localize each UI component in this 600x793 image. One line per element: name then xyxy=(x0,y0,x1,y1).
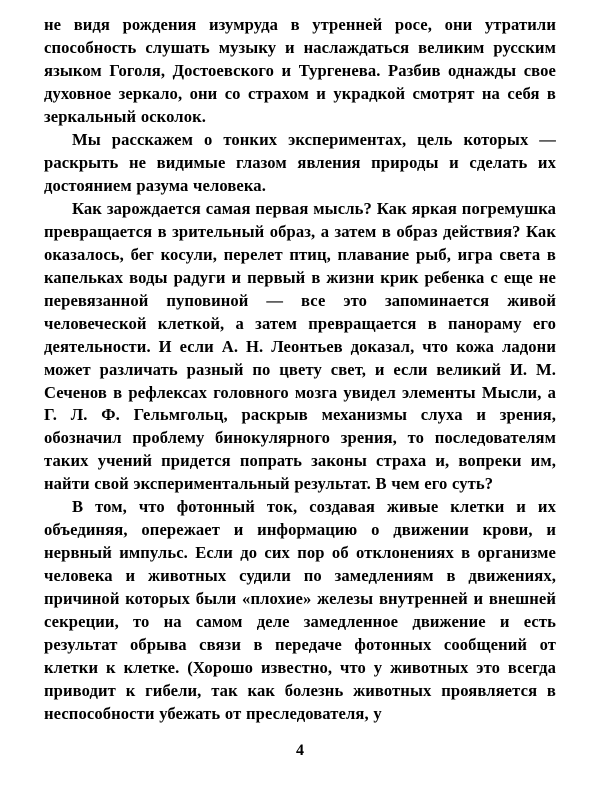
paragraph: Как зарождается самая первая мысль? Как яркая погремушка превращается в зрительный образ, а затем в образ действия? Как оказалось, бег косули, перелет птиц, плавание рыб, игра света в капельках воды радуги и первый в жизни крик ребенка с еще не перевязанной пуповиной — все это запоминается живой человеческой клеткой, а затем превращается в панораму его деятельности. И если А. Н. Леонтьев доказал, что кожа ладони может различать разный по цвету свет, и если великий И. М. Сеченов в рефлексах головного мозга увидел элементы Мысли, а Г. Л. Ф. Гельмгольц, раскрыв механизмы слуха и зрения, обозначил проблему бинокулярного зрения, то последователям таких учений придется попрать законы страха и, вопреки им, найти свой экспериментальный результат. В чем его суть? xyxy=(44,198,556,494)
page-body xyxy=(44,14,556,726)
paragraph: не видя рождения изумруда в утренней росе, они утратили способность слушать музыку и наслаждаться великим русским языком Гоголя, Достоевского и Тургенева. Разбив однажды свое духовное зеркало, они со страхом и украдкой смотрят на себя в зеркальный осколок. xyxy=(44,15,556,126)
page-number: 4 xyxy=(296,742,304,759)
paragraph: Мы расскажем о тонких экспериментах, цель которых — раскрыть не видимые глазом явления природы и сделать их достоянием разума человека. xyxy=(44,129,556,195)
paragraph: В том, что фотонный ток, создавая живые клетки и их объединяя, опережает и информацию о движении крови, и нервный импульс. Если до сих пор об отклонениях в организме человека и животных судили по замедлениям в движениях, причиной которых были «плохие» железы внутренней и внешней секреции, то на самом деле замедленное движение и есть результат обрыва связи в передаче фотонных сообщений от клетки к клетке. (Хорошо известно, что у животных это всегда приводит к гибели, так как болезнь животных проявляется в неспособности убежать от преследователя, у xyxy=(44,497,556,724)
